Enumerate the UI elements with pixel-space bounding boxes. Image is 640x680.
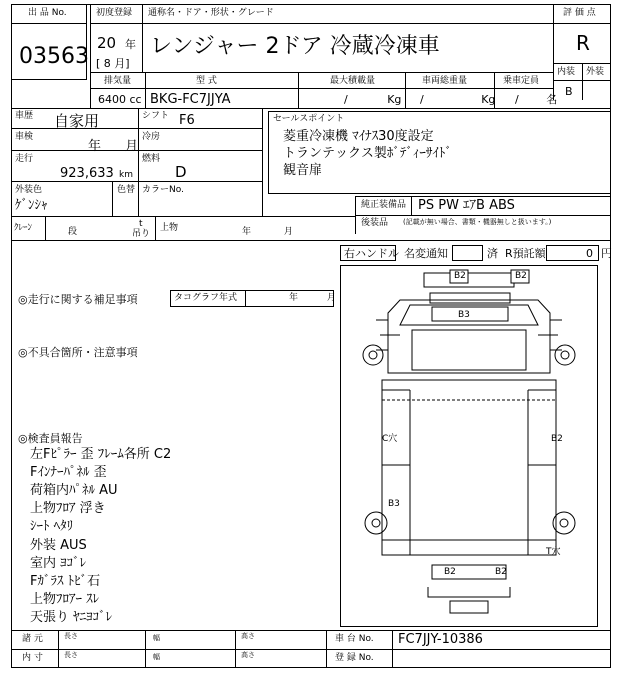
cooler-label: 冷房 (142, 132, 161, 142)
mark-rear-left: B2 (444, 567, 456, 577)
recycle-label: R預託額 (505, 247, 546, 260)
sales-points-label: セールスポイント (273, 114, 345, 124)
aftermarket-label: 後装品 (361, 218, 389, 228)
crane-lift: 吊り (132, 229, 151, 239)
recycle-unit: 円 (601, 247, 612, 260)
odo-change-box (452, 245, 483, 261)
ext-color-label: 外装色 (15, 185, 43, 195)
mark-rear-right: B2 (495, 567, 507, 577)
inspector-remark: 荷箱内ﾊﾟﾈﾙ AU (30, 483, 118, 498)
chassis-label: 車 台 No. (335, 634, 374, 644)
crane-label: ｸﾚｰﾝ (14, 223, 33, 233)
sales-point-line: 菱重冷凍機 ﾏｲﾅｽ30度設定 (283, 129, 434, 144)
inspection-value: 年 月 (88, 139, 139, 154)
inspector-remark: 左Fﾋﾟﾗｰ 歪 ﾌﾚｰﾑ各所 C2 (30, 447, 172, 462)
inspector-remark: 上物ﾌﾛｱｰ ｽﾚ (30, 592, 100, 607)
score-label: 評 価 点 (563, 8, 596, 18)
history-label: 車歴 (15, 111, 34, 121)
fuel-value: D (175, 163, 187, 181)
inspection-label: 車検 (15, 132, 34, 142)
height-label: 高さ (241, 632, 255, 640)
first-reg-year: 20 (97, 34, 117, 52)
inspector-remark: Fｲﾝﾅｰﾊﾟﾈﾙ 歪 (30, 465, 107, 480)
ext-color-value: ｹﾞﾝｼｬ (15, 198, 48, 213)
inspector-remark: ｼｰﾄ ﾍﾀﾘ (30, 519, 74, 534)
interior-height-label: 高さ (241, 651, 255, 659)
dims-label: 諸 元 (22, 634, 43, 644)
history-value: 自家用 (54, 112, 100, 130)
model-desc-label: 通称名・ドア・形状・グレード (148, 8, 274, 18)
mark-front-left: B2 (454, 271, 466, 281)
inspector-remark: 上物ﾌﾛｱ 浮き (30, 501, 106, 516)
fuel-label: 燃料 (142, 154, 161, 164)
interior-length-label: 長さ (64, 651, 78, 659)
odo-change-status: 済 (487, 247, 498, 260)
lot-number: 03563 (19, 44, 89, 69)
max-load-label: 最大積載量 (330, 76, 376, 86)
capacity-label: 乗車定員 (503, 76, 540, 86)
equipment-label: 純正装備品 (361, 200, 407, 210)
first-reg-year-unit: 年 (125, 38, 136, 51)
mark-front-right: B2 (515, 271, 527, 281)
model-type-value: BKG-FC7JJYA (150, 92, 231, 107)
color-change-label: 色替 (117, 185, 136, 195)
chassis-number: FC7JJY-10386 (398, 632, 483, 647)
vehicle-name: レンジャー 2ドア 冷蔵冷凍車 (150, 34, 440, 59)
inspector-remark: 室内 ﾖｺﾞﾚ (30, 556, 87, 571)
body-date: 年 月 (242, 227, 293, 237)
exterior-grade-label: 外装 (586, 67, 605, 77)
mark-rear-corner: T穴 (546, 547, 561, 557)
width-label: 幅 (153, 634, 160, 642)
interior-width-label: 幅 (153, 653, 160, 661)
sales-point-line: トランテックス製ﾎﾞﾃﾞｨｰｻｲﾄﾞ (283, 146, 452, 161)
mark-left-side: C穴 (382, 434, 398, 444)
lot-label: 出 品 No. (28, 8, 67, 18)
displacement-value: 6400 cc (98, 93, 142, 106)
length-label: 長さ (64, 632, 78, 640)
gross-weight-label: 車両総重量 (422, 76, 468, 86)
steering-value: 右ハンドル (344, 247, 399, 260)
recycle-value: 0 (586, 247, 593, 260)
body-label: 上物 (160, 223, 179, 233)
first-reg-label: 初度登録 (96, 8, 133, 18)
registration-label: 登 録 No. (335, 653, 374, 663)
displacement-label: 排気量 (104, 76, 132, 86)
interior-dims-label: 内 寸 (22, 653, 43, 663)
inspector-remark: Fｶﾞﾗｽ ﾄﾋﾞ石 (30, 574, 101, 589)
tacho-value: 年 月 (289, 293, 336, 303)
mileage-unit: km (119, 170, 133, 180)
sales-point-line: 観音扉 (283, 163, 323, 178)
mileage-label: 走行 (15, 154, 34, 164)
max-load-value: / Kg (344, 93, 402, 106)
inspector-remark: 外装 AUS (30, 538, 87, 553)
capacity-value: / 名 (515, 93, 558, 106)
crane-ton: t (139, 219, 143, 229)
inspector-remark: 天張り ﾔﾆﾖｺﾞﾚ (30, 610, 113, 625)
driving-notes-label: ◎走行に関する補足事項 (18, 293, 138, 306)
color-code-label: カラーNo. (142, 185, 184, 195)
model-type-label: 型 式 (196, 76, 217, 86)
interior-grade-label: 内装 (557, 67, 576, 77)
odo-change-label: 名変通知 (404, 247, 448, 260)
equipment-value: PS PW ｴｱB ABS (418, 198, 515, 213)
mark-right-side: B2 (551, 434, 563, 444)
mark-cab: B3 (458, 310, 470, 320)
score-value: R (576, 31, 590, 55)
aftermarket-note: (記載が無い場合、書類・機器無しと扱います。) (403, 218, 552, 226)
defect-notes-label: ◎不具合箇所・注意事項 (18, 346, 138, 359)
first-reg-month: [ 8 月] (96, 57, 130, 70)
shift-value: F6 (179, 113, 195, 128)
mileage-value: 923,633 (60, 166, 114, 181)
interior-grade: B (565, 85, 573, 98)
mark-rear-left-wheel: B3 (388, 499, 400, 509)
inspector-report-label: ◎検査員報告 (18, 432, 83, 445)
shift-label: シフト (142, 111, 170, 121)
crane-stage: 段 (68, 227, 78, 237)
gross-weight-value: / Kg (420, 93, 496, 106)
tacho-label: タコグラフ年式 (174, 293, 238, 303)
